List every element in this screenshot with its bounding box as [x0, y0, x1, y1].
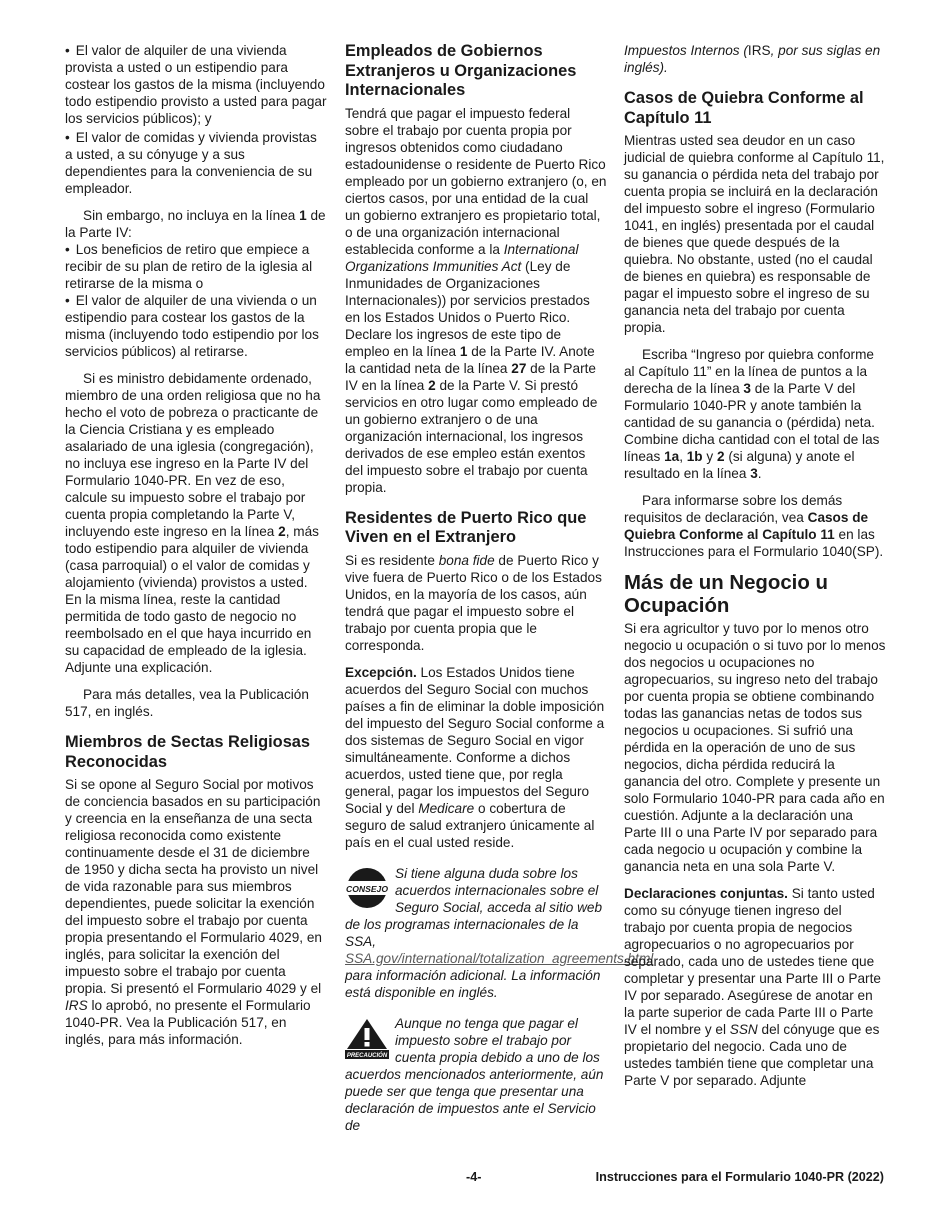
column-left: [65, 42, 327, 1048]
section-heading: Residentes de Puerto Rico que Viven en el Extranjero: [345, 508, 587, 546]
tip-icon: [345, 867, 389, 909]
paragraph: Tendrá que pagar el impuesto federal sobre el trabajo por cuenta propia por ingresos obtenidos como ciudadano estadounidense o residente de Puerto Rico empleado por un gobierno extranjero (o, en ciertos casos, por una entidad de la cual un gobierno extranjero es propietario total, o de una organización internacional establecida conforme a la International Organizations Immunities Act (Ley de Inmunidades de Organizaciones Internacionales)) por servicios prestados en los Estados Unidos o Puerto Rico. Declare los ingresos de este tipo de empleo en la línea 1 de la Parte IV. Anote la cantidad neta de la línea 27 de la Parte IV en la línea 2 de la Parte V. Si prestó servicios en otro lugar como empleado de un gobierno extranjero o de una organización internacional, los ingresos derivados de ese empleo están exentos del impuesto sobre el trabajo por cuenta propia.: [345, 105, 607, 495]
section-heading-large: Más de un Negocio u Ocupación: [624, 572, 828, 617]
paragraph: Si es ministro debidamente ordenado, miembro de una orden religiosa que no ha hecho el voto de pobreza o practicante de la Ciencia Cristiana y es empleado asalariado de una iglesia (congregación), no incluya ese ingreso en la Parte IV del Formulario 1040-PR. En vez de eso, calcule su impuesto sobre el trabajo por cuenta propia completando la Parte V, incluyendo este ingreso en la línea 2, más todo estipendio para alquiler de vivienda (casa parroquial) o el valor de comidas y alojamiento (vivienda) provistos a usted. En la misma línea, reste la cantidad permitida de todo gasto de negocio no reembolsado en el que haya incurrido en su capacidad de empleado de la iglesia. Adjunte una explicación.: [65, 371, 321, 675]
paragraph: Si es residente bona fide de Puerto Rico y vive fuera de Puerto Rico o de los Estados Unidos, en la mayoría de los casos, aún tendrá que pagar el impuesto sobre el trabajo por cuenta propia que le corresponda.: [345, 552, 602, 653]
paragraph: Escriba “Ingreso por quiebra conforme al Capítulo 11” en la línea de puntos a la derecha de la línea 3 de la Parte V del Formulario 1040-PR y anote también la cantidad de su ganancia o (pérdida) neta. Combine dicha cantidad con el total de las líneas 1a, 1b y 2 (si alguna) y anote el resultado en la línea 3.: [624, 347, 880, 481]
paragraph: Impuestos Internos (IRS, por sus siglas en inglés).: [624, 43, 881, 75]
paragraph: Mientras usted sea deudor en un caso judicial de quiebra conforme al Capítulo 11, su ganancia o pérdida neta del trabajo por cuenta propia se incluirá en la declaración del impuesto sobre el ingreso (Formulario 1041, en inglés) presentada por el caudal de bienes que quede después de la quiebra. No obstante, usted (no el caudal de bienes en quiebra) es responsable de pagar el impuesto sobre el ingreso de su ganancia neta del trabajo por cuenta propia.: [624, 133, 885, 335]
section-heading: Casos de Quiebra Conforme al Capítulo 11: [624, 89, 864, 127]
paragraph: Para más detalles, vea la Publicación 517, en inglés.: [65, 687, 309, 719]
paragraph: Para informarse sobre los demás requisitos de declaración, vea Casos de Quiebra Conforme al Capítulo 11 en las Instrucciones para el Formulario 1040(SP).: [624, 493, 884, 559]
tip-note: CONSEJO Si tiene alguna duda sobre los acuerdos internacionales sobre el Seguro Social, acceda al sitio web de los programas internacionales de la SSA, SSA.gov/international/totalization_agreements.html para información adicional. La información está disponible en inglés.: [345, 865, 654, 1000]
ssa-link[interactable]: SSA.gov/international/totalization_agreements.html: [345, 950, 654, 966]
paragraph: Si era agricultor y tuvo por lo menos otro negocio u ocupación o si tuvo por lo menos dos negocios u ocupaciones no agropecuarios, su ingreso neto del trabajo por cuenta propia se obtiene combinando todas las ganancias netas de todos sus negocios u ocupaciones. Si sufrió una pérdida en la operación de uno de sus negocios, dicha pérdida reducirá la ganancia del otro. Complete y presente un solo Formulario 1040-PR para cada año en cuestión. Adjunte a la declaración una Parte III o una Parte IV por separado para cada negocio u ocupación y combine la ganancia neta en una sola Parte V.: [624, 621, 886, 874]
column-middle: [345, 42, 654, 1134]
paragraph: Declaraciones conjuntas. Si tanto usted como su cónyuge tienen ingreso del trabajo por cuenta propia de negocios agropecuarios o no agropecuarios por separado, cada uno de ustedes tiene que completar y presentar una Parte III o Parte IV por separado. Asegúrese de anotar en la parte superior de cada Parte III o Parte IV el nombre y el SSN del cónyuge que es propietario del negocio. Cada uno de ustedes también tiene que completar una Parte V por separado. Adjunte: [624, 886, 881, 1088]
bullet-item: • Los beneficios de retiro que empiece a recibir de su plan de retiro de la iglesia al retirarse de la misma o: [65, 241, 327, 292]
paragraph: Sin embargo, no incluya en la línea 1 de la Parte IV:: [65, 208, 326, 240]
section-heading: Empleados de Gobiernos Extranjeros u Organizaciones Internacionales: [345, 42, 577, 99]
tip-label: CONSEJO: [345, 883, 389, 894]
page-number: -4-: [466, 1170, 482, 1184]
caution-note: PRECAUCIÓN Aunque no tenga que pagar el impuesto sobre el trabajo por cuenta propia debido a uno de los acuerdos mencionados anteriormente, aún puede ser que tenga que presentar una declaración de impuestos ante el Servicio de: [345, 1015, 604, 1133]
bullet-item: • El valor de comidas y vivienda provistas a usted, a su cónyuge y a sus dependientes para la conveniencia de su empleador.: [65, 129, 327, 197]
caution-label: PRECAUCIÓN: [346, 1052, 388, 1059]
caution-icon: [345, 1017, 389, 1059]
paragraph: Si se opone al Seguro Social por motivos de conciencia basados en su participación y creencia en la enseñanza de una secta religiosa reconocida como existente continuamente desde el 31 de diciembre de 1950 y dicha secta ha provisto un nivel de vida razonable para sus miembros dependientes, puede solicitar la exención del impuesto sobre el trabajo por cuenta propia presentando el Formulario 4029, en inglés, para solicitar la exención del impuesto sobre el trabajo por cuenta propia. Si presentó el Formulario 4029 y el IRS lo aprobó, no presente el Formulario 1040-PR. Vea la Publicación 517, en inglés, para más información.: [65, 777, 322, 1047]
document-title: Instrucciones para el Formulario 1040-PR (2022): [595, 1170, 884, 1184]
bullet-item: • El valor de alquiler de una vivienda provista a usted o un estipendio para costear los gastos de la misma (incluyendo todo estipendio provisto a usted para pagar los servicios públicos); y: [65, 42, 327, 127]
paragraph: Excepción. Los Estados Unidos tiene acuerdos del Seguro Social con muchos países a fin de eliminar la doble imposición del impuesto del Seguro Social conforme a dos sistemas de Seguro Social en vigor simultáneamente. Conforme a dichos acuerdos, usted tiene que, por regla general, pagar los impuestos del Seguro Social y del Medicare o cobertura de seguro de salud extranjero únicamente al país en el cual usted reside.: [345, 664, 605, 850]
bullet-item: • El valor de alquiler de una vivienda o un estipendio para costear los gastos de la misma (incluyendo todo estipendio por los servicios públicos) al retirarse.: [65, 292, 327, 360]
section-heading: Miembros de Sectas Religiosas Reconocidas: [65, 733, 311, 771]
column-right: [624, 42, 886, 1089]
